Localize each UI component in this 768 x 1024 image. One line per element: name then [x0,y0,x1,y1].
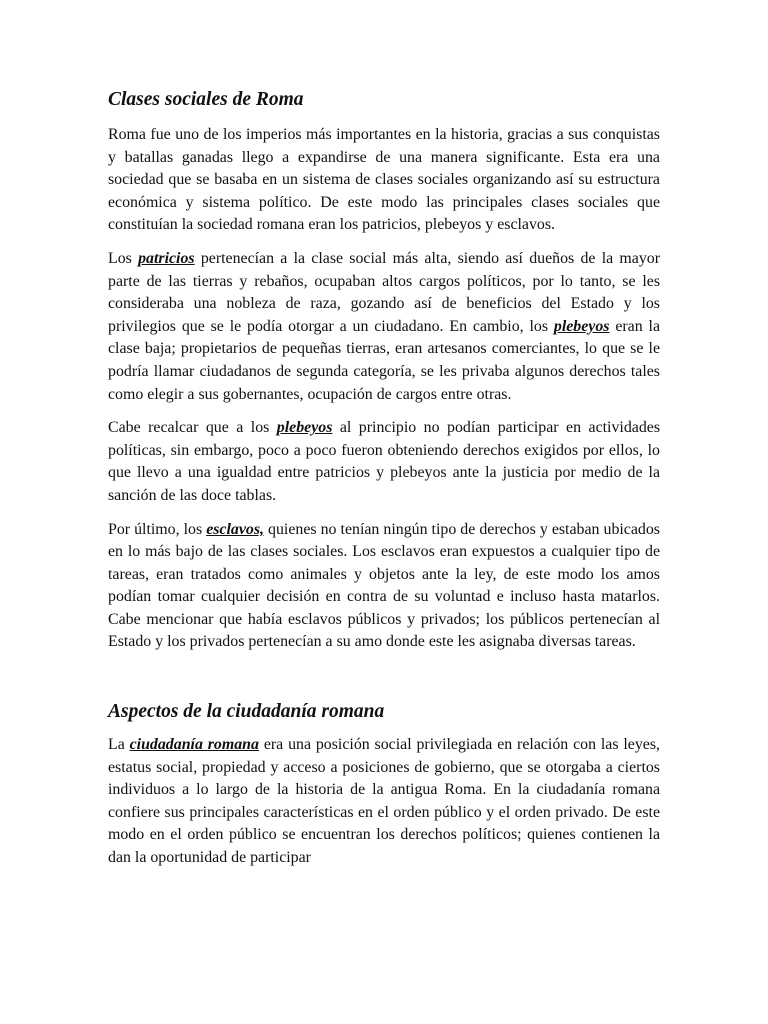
text-run: pertenecían a la clase social más alta, siendo así dueños de la mayor parte de las tierras y rebaños, ocupaban altos cargos políticos, por lo tanto, se les consideraba una nobleza de raza, gozando así de beneficios del Estado y los privilegios que se le podía otorgar a un ciudadano. En cambio, los [108,249,660,335]
section-heading-clases-sociales: Clases sociales de Roma [108,89,304,110]
document-page [108,88,660,881]
paragraph-patricios [108,248,660,406]
text-run: Cabe recalcar que a los [108,419,277,437]
term-plebeyos: plebeyos [276,419,333,437]
paragraph-ciudadania [108,734,660,870]
term-ciudadania-romana: ciudadanía romana [129,736,259,754]
text-run: La [108,736,130,754]
text-run: Los [108,249,139,267]
term-plebeyos: plebeyos [553,317,610,335]
text-run: al principio no podían participar en actividades políticas, sin embargo, poco a poco fueron obteniendo derechos exigidos por ellos, lo que llevo a una igualdad entre patricios y plebeyos ante la justicia por medio de la sanción de las doce tablas. [108,419,661,504]
paragraph-esclavos [108,519,660,655]
text-run: eran la clase baja; propietarios de pequeñas tierras, eran artesanos comerciantes, lo que se le podría llamar ciudadanos de segunda categoría, se les privaba algunos derechos tales como elegir a sus gobernantes, ocupación de cargos entre otras. [108,317,660,403]
paragraph-plebeyos [108,417,660,507]
term-patricios: patricios [138,249,195,267]
term-esclavos: esclavos, [206,520,264,538]
paragraph-intro: Roma fue uno de los imperios más importantes en la historia, gracias a sus conquistas y batallas ganadas llego a expandirse de una manera significante. Esta era una sociedad que se basaba en un sistema de clases sociales organizando así su estructura económica y sistema político. De este modo las principales clases sociales que constituían la sociedad romana eran los patricios, plebeyos y esclavos. [108,126,660,234]
section-heading-ciudadania: Aspectos de la ciudadanía romana [108,701,385,723]
text-run: Por último, los [108,520,207,538]
text-run: era una posición social privilegiada en relación con las leyes, estatus social, propiedad y acceso a posiciones de gobierno, que se otorgaba a ciertos individuos a lo largo de la historia de la antigua Roma. En la ciudadanía romana confiere sus principales características en el orden público y el orden privado. De este modo en el orden público se encuentran los derechos políticos; quienes contienen la dan la oportunidad de participar [108,736,660,867]
text-run: quienes no tenían ningún tipo de derechos y estaban ubicados en lo más bajo de las clases sociales. Los esclavos eran expuestos a cualquier tipo de tareas, eran tratados como animales y objetos ante la ley, de este modo los amos podían tomar cualquier decisión en contra de su voluntad e incluso hasta matarlos. Cabe mencionar que había esclavos públicos y privados; los públicos pertenecían al Estado y los privados pertenecían a su amo donde este les asignaba diversas tareas. [108,520,660,651]
